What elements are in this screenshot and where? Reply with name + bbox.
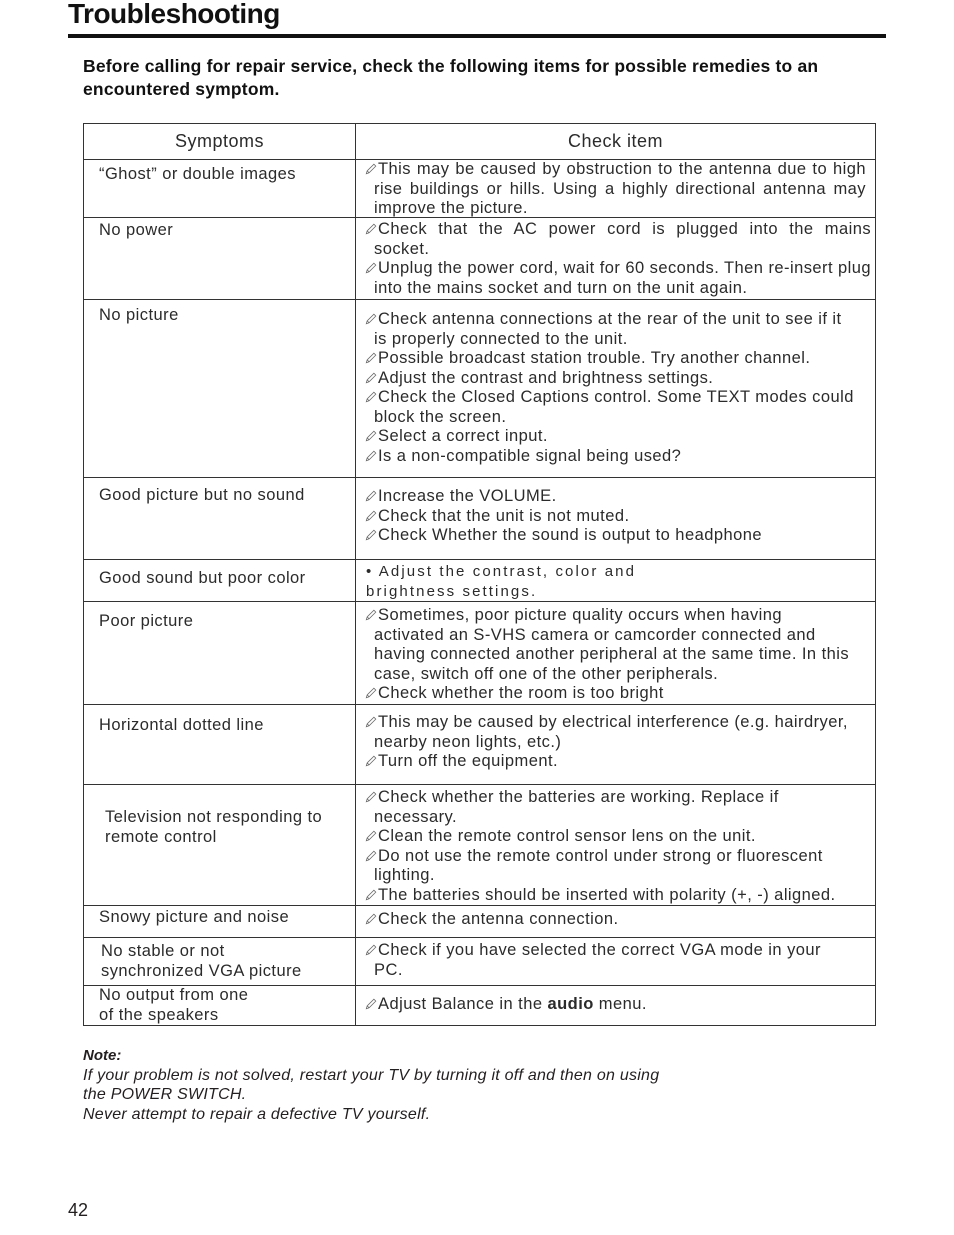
note-line: If your problem is not solved, restart your TV by turning it off and then on using bbox=[83, 1066, 660, 1084]
check-item-line: block the screen. bbox=[374, 407, 507, 426]
pencil-bullet-icon bbox=[365, 998, 377, 1010]
check-item-text: Check the antenna connection. bbox=[378, 910, 619, 928]
troubleshooting-table bbox=[83, 123, 876, 1026]
symptom-text: Television not responding to bbox=[105, 808, 323, 826]
pencil-bullet-icon bbox=[365, 372, 377, 384]
check-item-line: rise buildings or hills. Using a highly directional antenna may bbox=[374, 179, 866, 198]
check-item-line bbox=[356, 526, 866, 546]
check-item-line: lighting. bbox=[374, 866, 435, 884]
column-header-symptoms: Symptoms bbox=[84, 124, 356, 159]
table-header-row bbox=[84, 124, 875, 160]
check-item-text: menu. bbox=[593, 995, 647, 1013]
check-item-line bbox=[356, 447, 866, 467]
check-item-text: Is a non-compatible signal being used? bbox=[378, 446, 682, 465]
check-item-line bbox=[356, 427, 866, 447]
check-item-line: improve the picture. bbox=[374, 199, 528, 217]
symptom-text: Horizontal dotted line bbox=[99, 716, 264, 734]
check-item-cell bbox=[356, 906, 875, 937]
check-item-line bbox=[356, 388, 866, 408]
pencil-bullet-icon bbox=[365, 430, 377, 442]
symptom-text: No output from one bbox=[99, 986, 249, 1004]
symptom-cell bbox=[84, 785, 356, 905]
check-item-line bbox=[356, 910, 866, 930]
symptom-cell bbox=[84, 300, 356, 477]
pencil-bullet-icon bbox=[365, 163, 377, 175]
pencil-bullet-icon bbox=[365, 944, 377, 956]
check-item-cell bbox=[356, 705, 875, 784]
symptom-cell bbox=[84, 602, 356, 704]
check-item-cell bbox=[356, 160, 875, 217]
note-line: the POWER SWITCH. bbox=[83, 1086, 247, 1103]
table-row bbox=[84, 986, 875, 1025]
check-item-cell bbox=[356, 300, 875, 477]
table-row bbox=[84, 906, 875, 938]
intro-text bbox=[83, 55, 818, 101]
check-item-line: having connected another peripheral at the same time. In this bbox=[374, 645, 850, 663]
symptom-cell bbox=[84, 218, 356, 299]
note-line: Never attempt to repair a defective TV yourself. bbox=[83, 1105, 431, 1123]
pencil-bullet-icon bbox=[365, 889, 377, 901]
check-item-cell bbox=[356, 785, 875, 905]
check-item-line bbox=[356, 259, 871, 279]
symptom-text: “Ghost” or double images bbox=[99, 165, 296, 183]
pencil-bullet-icon bbox=[365, 223, 377, 235]
check-item-line bbox=[356, 713, 866, 733]
check-item-line bbox=[356, 606, 866, 626]
check-item-text: Adjust Balance in the bbox=[378, 995, 548, 1013]
intro-line: Before calling for repair service, check the following items for possible remedies to an bbox=[83, 56, 819, 76]
pencil-bullet-icon bbox=[365, 913, 377, 925]
table-row bbox=[84, 160, 875, 218]
check-item-line bbox=[356, 886, 866, 906]
check-item-text: Clean the remote control sensor lens on the unit. bbox=[378, 827, 756, 845]
pencil-bullet-icon bbox=[365, 450, 377, 462]
check-item-text: Check if you have selected the correct VGA mode in your bbox=[378, 941, 821, 959]
check-item-line: nearby neon lights, etc.) bbox=[374, 732, 562, 751]
symptom-text: synchronized VGA picture bbox=[101, 961, 302, 980]
check-item-cell bbox=[356, 478, 875, 559]
table-row bbox=[84, 602, 875, 705]
check-item-text: Check that the unit is not muted. bbox=[378, 506, 630, 525]
pencil-bullet-icon bbox=[365, 529, 377, 541]
check-item-line: PC. bbox=[374, 960, 403, 979]
pencil-bullet-icon bbox=[365, 830, 377, 842]
symptom-text: No picture bbox=[99, 306, 179, 324]
check-item-text: Possible broadcast station trouble. Try another channel. bbox=[378, 349, 811, 367]
pencil-bullet-icon bbox=[365, 262, 377, 274]
pencil-bullet-icon bbox=[365, 791, 377, 803]
check-item-text: This may be caused by electrical interference (e.g. hairdryer, bbox=[378, 713, 848, 731]
check-item-text: Check the Closed Captions control. Some TEXT modes could bbox=[378, 388, 854, 406]
check-item-text: Unplug the power cord, wait for 60 seconds. Then re-insert plug bbox=[378, 259, 872, 277]
symptom-cell bbox=[84, 705, 356, 784]
column-header-check-item: Check item bbox=[567, 131, 664, 151]
title-rule bbox=[68, 34, 886, 38]
check-item-line bbox=[356, 684, 866, 704]
pencil-bullet-icon bbox=[365, 510, 377, 522]
check-item-cell bbox=[356, 560, 875, 601]
check-item-line bbox=[356, 847, 866, 867]
note-section bbox=[83, 1046, 659, 1124]
check-item-line bbox=[356, 220, 871, 240]
check-item-text: Check antenna connections at the rear of the unit to see if it bbox=[378, 310, 842, 328]
check-item-cell bbox=[356, 602, 875, 704]
check-item-text: The batteries should be inserted with polarity (+, -) aligned. bbox=[378, 885, 836, 904]
check-item-text: Sometimes, poor picture quality occurs when having bbox=[378, 606, 783, 624]
symptom-text: Good sound but poor color bbox=[99, 569, 306, 587]
symptom-text: No power bbox=[99, 221, 174, 239]
check-item-line bbox=[356, 369, 866, 389]
check-item-cell bbox=[356, 218, 880, 299]
pencil-bullet-icon bbox=[365, 687, 377, 699]
symptom-cell bbox=[84, 986, 356, 1025]
check-item-line: socket. bbox=[374, 239, 430, 258]
table-row bbox=[84, 705, 875, 785]
table-row bbox=[84, 560, 875, 602]
check-item-line: necessary. bbox=[374, 807, 458, 826]
symptom-text: remote control bbox=[105, 827, 217, 846]
symptom-text: of the speakers bbox=[99, 1005, 219, 1024]
pencil-bullet-icon bbox=[365, 850, 377, 862]
pencil-bullet-icon bbox=[365, 391, 377, 403]
check-item-text: Turn off the equipment. bbox=[378, 752, 559, 770]
symptom-text: Snowy picture and noise bbox=[99, 908, 290, 926]
check-item-line bbox=[356, 827, 866, 847]
page-number: 42 bbox=[68, 1200, 89, 1220]
check-item-line: activated an S-VHS camera or camcorder connected and bbox=[374, 625, 816, 644]
table-row bbox=[84, 300, 875, 478]
check-item-text: Check Whether the sound is output to headphone bbox=[378, 526, 762, 544]
page-title: Troubleshooting bbox=[68, 0, 280, 29]
table-row bbox=[84, 785, 875, 906]
check-item-line bbox=[356, 941, 866, 961]
pencil-bullet-icon bbox=[365, 313, 377, 325]
note-label: Note: bbox=[83, 1047, 122, 1064]
check-item-text: Check whether the room is too bright bbox=[378, 684, 664, 702]
symptom-cell bbox=[84, 478, 356, 559]
check-item-text: Check whether the batteries are working. Replace if bbox=[378, 788, 779, 806]
check-item-line: • Adjust the contrast, color and bbox=[366, 563, 637, 580]
check-item-line: case, switch off one of the other peripherals. bbox=[374, 664, 719, 683]
check-item-line bbox=[356, 995, 866, 1015]
check-item-text: Check that the AC power cord is plugged into the mains bbox=[378, 220, 872, 238]
check-item-cell bbox=[356, 938, 875, 985]
check-item-line bbox=[356, 160, 866, 180]
check-item-text: Do not use the remote control under strong or fluorescent bbox=[378, 846, 823, 865]
symptom-cell bbox=[84, 160, 356, 217]
table-row bbox=[84, 938, 875, 986]
symptom-cell bbox=[84, 560, 356, 601]
symptom-text: No stable or not bbox=[101, 942, 225, 960]
symptom-text: Poor picture bbox=[99, 612, 194, 630]
pencil-bullet-icon bbox=[365, 490, 377, 502]
table-row bbox=[84, 478, 875, 560]
check-item-line bbox=[356, 487, 866, 507]
check-item-text: This may be caused by obstruction to the antenna due to high bbox=[378, 160, 866, 178]
check-item-line bbox=[356, 349, 866, 369]
check-item-line bbox=[356, 507, 866, 527]
symptom-cell bbox=[84, 906, 356, 937]
table-row bbox=[84, 218, 875, 300]
symptom-text: Good picture but no sound bbox=[99, 486, 305, 504]
check-item-line bbox=[356, 752, 866, 772]
check-item-line bbox=[356, 310, 866, 330]
menu-name-text: audio bbox=[547, 995, 594, 1013]
check-item-cell bbox=[356, 986, 875, 1025]
intro-line: encountered symptom. bbox=[83, 79, 280, 99]
pencil-bullet-icon bbox=[365, 755, 377, 767]
check-item-line: is properly connected to the unit. bbox=[374, 329, 628, 348]
pencil-bullet-icon bbox=[365, 716, 377, 728]
check-item-text: Increase the VOLUME. bbox=[378, 487, 557, 505]
check-item-line bbox=[356, 788, 866, 808]
check-item-line: brightness settings. bbox=[366, 583, 538, 600]
symptom-cell bbox=[84, 938, 356, 985]
check-item-text: Adjust the contrast and brightness settings. bbox=[378, 368, 714, 387]
check-item-text: Select a correct input. bbox=[378, 427, 548, 445]
check-item-line: into the mains socket and turn on the unit again. bbox=[374, 278, 748, 297]
pencil-bullet-icon bbox=[365, 352, 377, 364]
pencil-bullet-icon bbox=[365, 609, 377, 621]
